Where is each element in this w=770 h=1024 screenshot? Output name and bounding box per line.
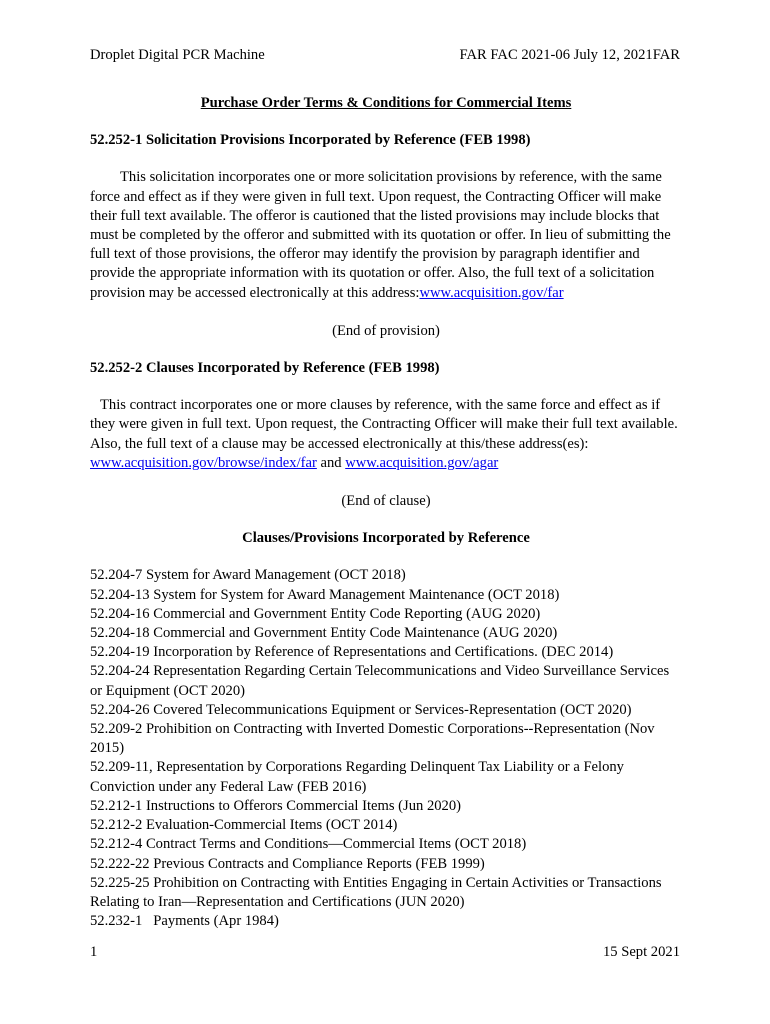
clause-item: 52.204-26 Covered Telecommunications Equipment or Services-Representation (OCT 2020) [90,701,632,718]
clauses-list [90,566,682,931]
header-right: FAR FAC 2021-06 July 12, 2021FAR [459,47,680,63]
clause-item: 52.209-11, Representation by Corporations Regarding Delinquent Tax Liability or a Felony Conviction under any Federal Law (FEB 2016) [90,759,624,795]
section2-heading: 52.252-2 Clauses Incorporated by Reference (FEB 1998) [90,360,440,377]
clause-item: 52.204-16 Commercial and Government Entity Code Reporting (AUG 2020) [90,605,541,622]
clause-item: 52.204-24 Representation Regarding Certain Telecommunications and Video Surveillance Services or Equipment (OCT 2020) [90,663,670,699]
clause-item: 52.222-22 Previous Contracts and Compliance Reports (FEB 1999) [90,855,485,872]
clause-item: 52.232-1 Payments (Apr 1984) [90,913,279,930]
clause-item: 52.212-4 Contract Terms and Conditions—Commercial Items (OCT 2018) [90,836,527,853]
section1-paragraph [90,168,682,302]
clause-item: 52.204-7 System for Award Management (OCT 2018) [90,567,406,584]
clause-item: 52.212-2 Evaluation-Commercial Items (OCT 2014) [90,817,398,834]
footer-date: 15 Sept 2021 [602,944,680,960]
link-joiner: and [316,454,346,471]
clauses-heading: Clauses/Provisions Incorporated by Reference [242,530,530,547]
section1-end: (End of provision) [332,322,440,339]
page-number: 1 [90,944,98,960]
far-link[interactable]: www.acquisition.gov/far [419,284,564,301]
section1-body: This solicitation incorporates one or more solicitation provisions by reference, with the same force and effect as if they were given in full text. Upon request, the Contracting Officer will make their full text available. The offeror is cautioned that the listed provisions may include blocks that must be completed by the offeror and submitted with its quotation or offer. In lieu of submitting the full text of those provisions, the offeror may identify the provision by paragraph identifier and provide the appropriate information with its quotation or offer. Also, the full text of a solicitation provision may be accessed electronically at this address: [90,169,671,301]
clause-item: 52.204-18 Commercial and Government Entity Code Maintenance (AUG 2020) [90,625,558,642]
section2-end: (End of clause) [341,493,431,510]
clause-item: 52.204-19 Incorporation by Reference of Representations and Certifications. (DEC 2014) [90,644,614,661]
section1-heading: 52.252-1 Solicitation Provisions Incorporated by Reference (FEB 1998) [90,132,531,149]
section2-paragraph [90,396,682,473]
document-body [90,94,682,931]
section2-body: This contract incorporates one or more clauses by reference, with the same force and effect as if they were given in full text. Upon request, the Contracting Officer will make their full text available. Also, the full text of a clause may be accessed electronically at this/these address(es): [90,397,678,452]
clause-item: 52.225-25 Prohibition on Contracting with Entities Engaging in Certain Activities or Transactions Relating to Iran—Representation and Certifications (JUN 2020) [90,874,662,910]
clause-item: 52.209-2 Prohibition on Contracting with Inverted Domestic Corporations--Representation (Nov 2015) [90,721,655,757]
browse-far-link[interactable]: www.acquisition.gov/browse/index/far [90,454,317,471]
header-left: Droplet Digital PCR Machine [90,47,265,63]
document-title: Purchase Order Terms & Conditions for Commercial Items [200,95,572,111]
agar-link[interactable]: www.acquisition.gov/agar [345,454,499,471]
clause-item: 52.204-13 System for System for Award Management Maintenance (OCT 2018) [90,586,560,603]
clause-item: 52.212-1 Instructions to Offerors Commercial Items (Jun 2020) [90,797,461,814]
